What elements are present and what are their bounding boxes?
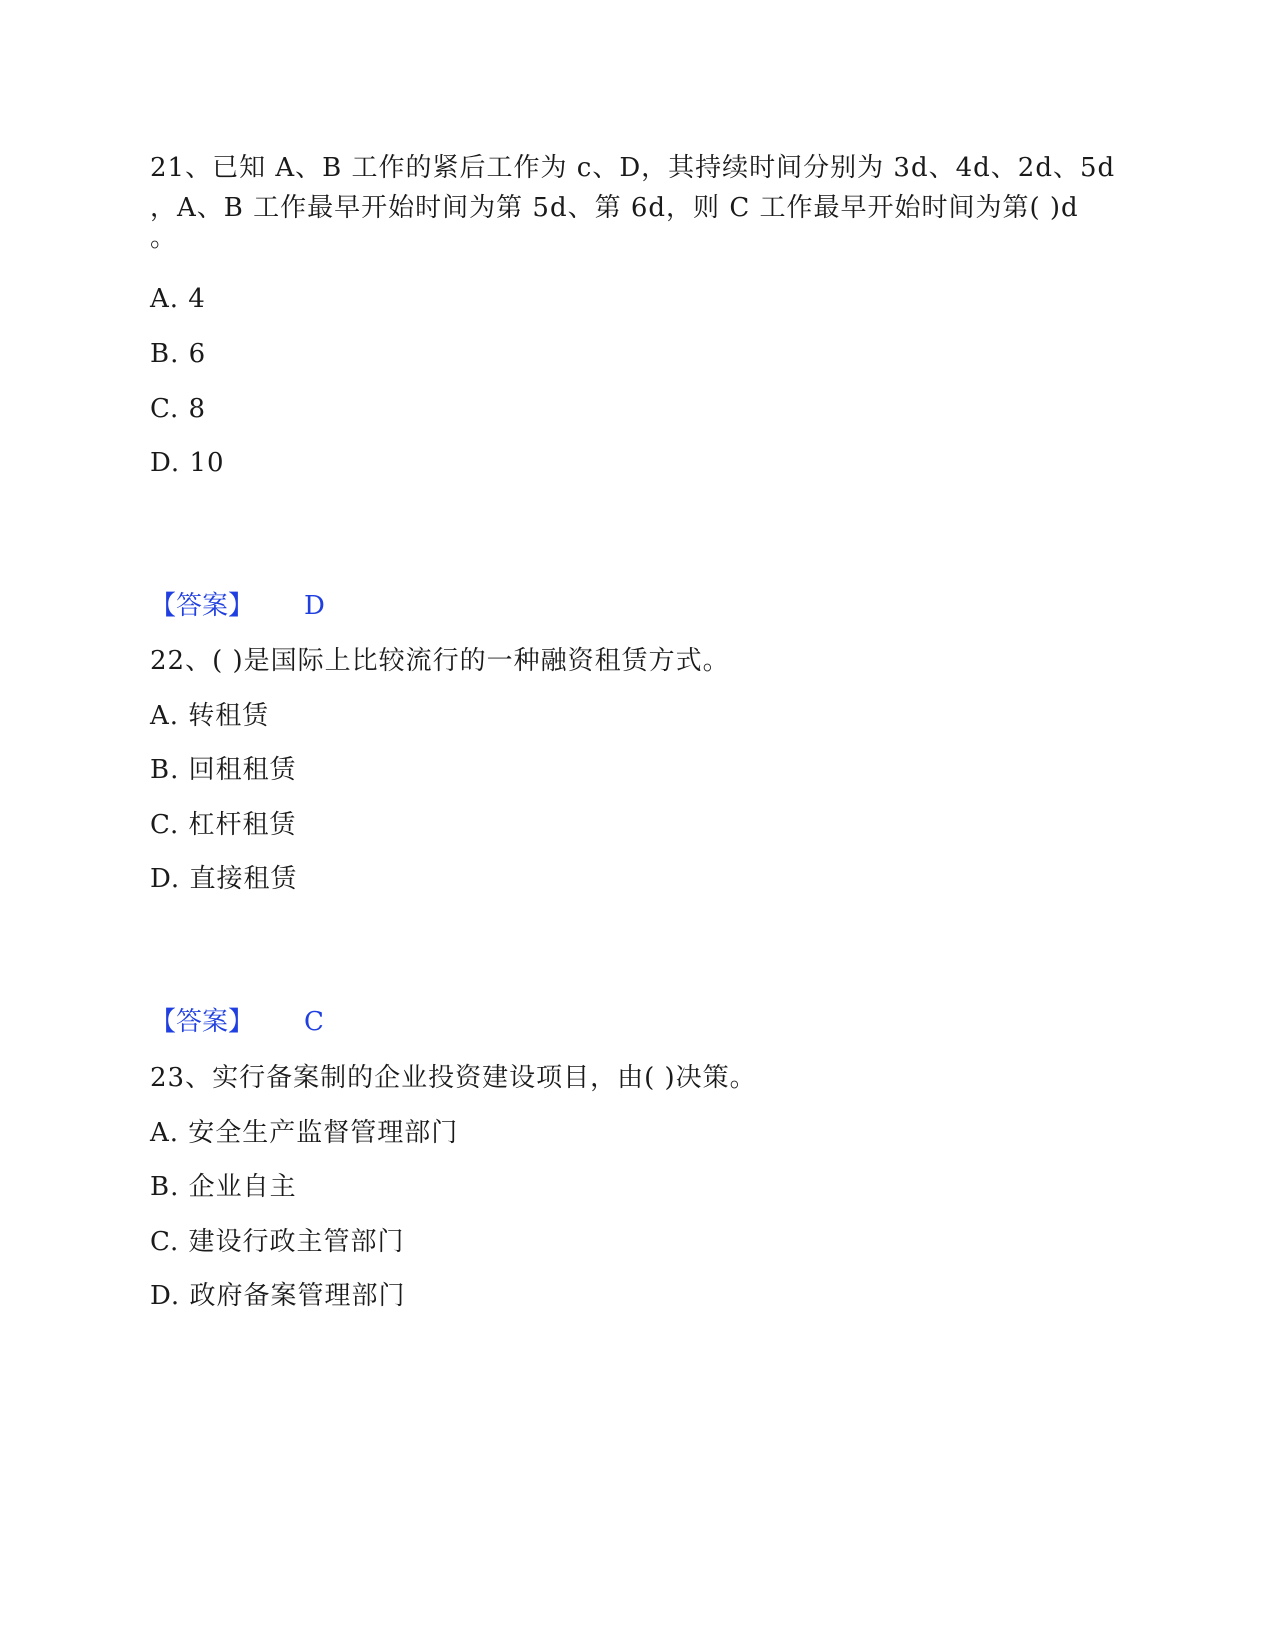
question-21-answer bbox=[150, 590, 325, 622]
answer-value: C bbox=[304, 1007, 324, 1037]
question-23-option-d: D. 政府备案管理部门 bbox=[150, 1281, 406, 1311]
question-22-option-c: C. 杠杆租赁 bbox=[150, 810, 297, 840]
question-22-stem: 22、( )是国际上比较流行的一种融资租赁方式。 bbox=[150, 646, 730, 676]
question-22-option-d: D. 直接租赁 bbox=[150, 864, 298, 894]
question-21-option-c: C. 8 bbox=[150, 394, 207, 424]
question-21-stem-line-2: ，A、B 工作最早开始时间为第 5d、第 6d，则 C 工作最早开始时间为第( )d bbox=[150, 193, 1079, 223]
question-21-stem-line-1: 21、已知 A、B 工作的紧后工作为 c、D，其持续时间分别为 3d、4d、2d、5d bbox=[150, 153, 1116, 183]
question-23-option-b: B. 企业自主 bbox=[150, 1172, 297, 1202]
answer-label: 【答案】 bbox=[150, 591, 255, 621]
question-22-option-a: A. 转租赁 bbox=[150, 701, 270, 731]
question-23-option-a: A. 安全生产监督管理部门 bbox=[150, 1118, 459, 1148]
question-22-option-b: B. 回租租赁 bbox=[150, 755, 297, 785]
question-21-option-b: B. 6 bbox=[150, 339, 207, 369]
answer-label: 【答案】 bbox=[150, 1007, 255, 1037]
question-21-option-d: D. 10 bbox=[150, 448, 225, 478]
question-23-stem: 23、实行备案制的企业投资建设项目，由( )决策。 bbox=[150, 1063, 757, 1093]
answer-value: D bbox=[304, 591, 325, 621]
question-21-option-a: A. 4 bbox=[150, 284, 206, 314]
question-23-option-c: C. 建设行政主管部门 bbox=[150, 1227, 405, 1257]
question-22-answer bbox=[150, 1006, 324, 1038]
question-21-stem-line-3: 。 bbox=[150, 223, 178, 253]
